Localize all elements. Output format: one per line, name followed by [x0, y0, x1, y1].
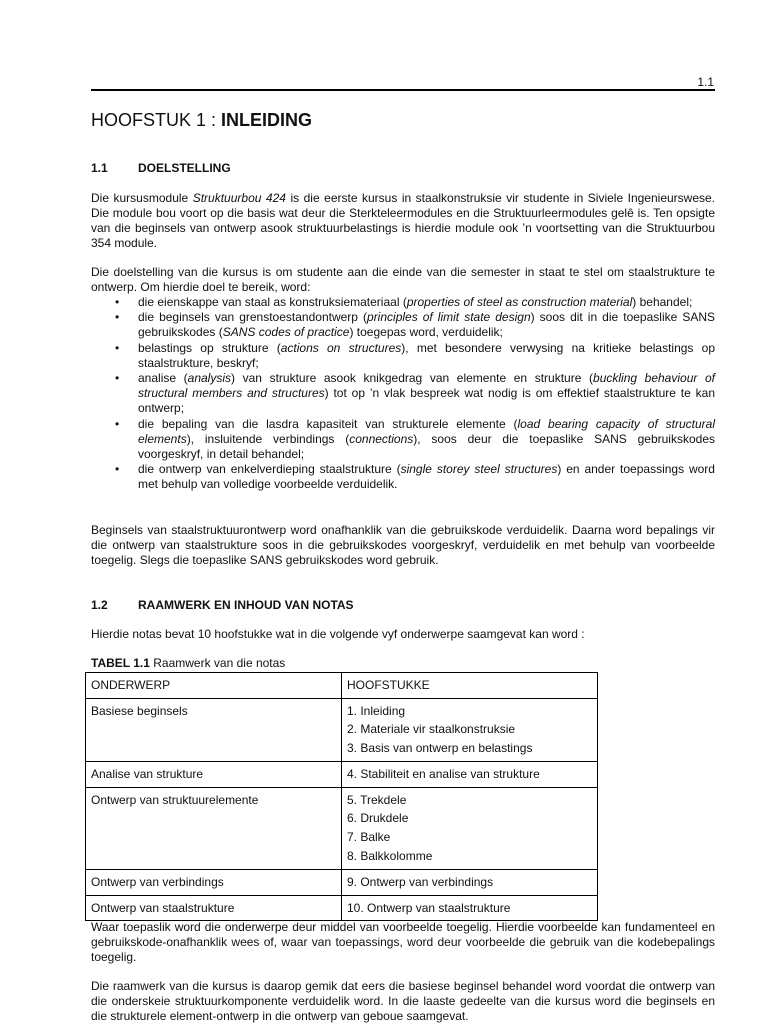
text-run: analise (	[138, 371, 188, 386]
page-number: 1.1	[697, 75, 714, 89]
table-cell-topic: Ontwerp van staalstrukture	[86, 895, 342, 921]
table-row	[86, 761, 598, 787]
list-item	[91, 341, 715, 371]
chapter-entry: 8. Balkkolomme	[347, 849, 433, 864]
chapter-entry: 1. Inleiding	[347, 703, 406, 718]
text-run: ), insluitende verbindings (	[186, 431, 350, 446]
table-row	[86, 787, 598, 869]
text-run-italic: connections	[349, 431, 414, 446]
text-run-italic: buckling behaviour of structural members and structures	[138, 371, 715, 401]
table-cell-topic: Analise van strukture	[86, 761, 342, 787]
table-header-cell: HOOFSTUKKE	[342, 673, 598, 699]
table-cell-topic: Ontwerp van verbindings	[86, 869, 342, 895]
table-cell-chapters	[342, 787, 598, 869]
chapters-intro-paragraph: Hierdie notas bevat 10 hoofstukke wat in die volgende vyf onderwerpe saamgevat kan word :	[91, 627, 585, 641]
list-item	[91, 462, 715, 492]
section-number: 1.1	[91, 161, 108, 175]
text-run: belastings op strukture (	[138, 340, 281, 355]
table-cell-chapters	[342, 761, 598, 787]
text-run-italic: principles of limit state design	[367, 310, 531, 325]
chapter-entry: 6. Drukdele	[347, 811, 409, 826]
table-cell-topic: Ontwerp van struktuurelemente	[86, 787, 342, 869]
section-heading-1-2	[91, 598, 354, 612]
chapter-entry: 10. Ontwerp van staalstrukture	[347, 900, 511, 915]
table-caption-label: TABEL 1.1	[91, 656, 150, 670]
chapter-entry: 3. Basis van ontwerp en belastings	[347, 741, 533, 756]
chapter-entry: 4. Stabiliteit en analise van strukture	[347, 766, 540, 781]
text-run-italic: SANS codes of practice	[222, 325, 350, 340]
list-item	[91, 310, 715, 340]
examples-paragraph: Waar toepaslik word die onderwerpe deur middel van voorbeelde toegelig. Hierdie voorbeelde kan fundamenteel en gebruikskode-onafhanklik wees of, waar van toepassings, word deur voorbeelde die gebruik van die kodebepalings toegelig.	[91, 920, 715, 964]
text-run: die bepaling van die lasdra kapasiteit van strukturele elemente (	[138, 416, 518, 431]
table-caption	[91, 656, 285, 670]
course-framework-paragraph: Die raamwerk van die kursus is daarop gemik dat eers die basiese beginsel behandel word voordat die ontwerp van die onderskeie struktuurkomponente verduidelik word. In die laaste gedeelte van die kursus word die beginsels en die strukturele element-ontwerp in die ontwerp van geboue saamgevat.	[91, 979, 715, 1023]
text-run: ) toegepas word, verduidelik;	[349, 325, 503, 340]
text-run: ) tot op ’n vlak bespreek wat nodig is om effektief staalstrukture te kan ontwerp;	[138, 386, 716, 416]
text-run: Die kursusmodule	[91, 191, 193, 205]
text-run: ), met besondere verwysing na kritieke belastings op staalstrukture, beskryf;	[138, 340, 716, 370]
text-run: is die eerste kursus in staalkonstruksie vir studente in Siviele Ingenieurswese. Die module bou voort op die basis wat deur die Sterkteleermodules en die Struktuurleermodules gelê is. Ten opsigte van die beginsels van ontwerp asook struktuurbelastings is hierdie module ook ’n voortsetting van die Struktuurbou 354 module.	[91, 191, 716, 250]
chapter-prefix: HOOFSTUK 1 :	[91, 110, 222, 130]
list-item	[91, 295, 715, 310]
goal-bullet-list	[91, 295, 715, 493]
table-cell-chapters	[342, 869, 598, 895]
table-cell-chapters	[342, 698, 598, 761]
bullet-icon: •	[115, 295, 120, 309]
table-header-cell: ONDERWERP	[86, 673, 342, 699]
list-item	[91, 417, 715, 463]
course-name: Struktuurbou 424	[192, 191, 286, 205]
section-heading-1-1	[91, 161, 231, 175]
table-row	[86, 869, 598, 895]
table-row	[86, 698, 598, 761]
table-cell-chapters	[342, 895, 598, 921]
text-run: ), soos deur die toepaslike SANS gebruikskodes voorgeskryf, in detail behandel;	[138, 431, 715, 462]
table-row	[86, 895, 598, 921]
bullet-icon: •	[115, 416, 120, 431]
chapter-entry: 2. Materiale vir staalkonstruksie	[347, 722, 516, 737]
chapter-heading	[91, 110, 312, 131]
text-run: die eienskappe van staal as konstruksiemateriaal (	[138, 295, 407, 309]
section-number: 1.2	[91, 598, 108, 612]
principles-paragraph: Beginsels van staalstruktuurontwerp word onafhanklik van die gebruikskode verduidelik. Daarna word bepalings vir die ontwerp van staalstrukture soos in die gebruikskodes voorgeskryf, verduidelik en met behulp van voorbeelde toegelig. Slegs die toepaslike SANS gebruikskodes word gebruik.	[91, 523, 715, 567]
header-rule	[91, 89, 715, 91]
framework-table	[85, 672, 598, 921]
text-run: ) van strukture asook knikgedrag van elemente en strukture (	[231, 371, 594, 386]
bullet-icon: •	[115, 340, 120, 355]
text-run-italic: single storey steel structures	[400, 462, 558, 477]
text-run: die beginsels van grenstoestandontwerp (	[138, 310, 368, 325]
chapter-entry: 5. Trekdele	[347, 792, 407, 807]
text-run-italic: properties of steel as construction material	[406, 295, 633, 309]
bullet-icon: •	[115, 462, 120, 477]
intro-paragraph	[91, 191, 715, 251]
text-run: die ontwerp van enkelverdieping staalstrukture (	[138, 462, 401, 477]
chapter-entry: 9. Ontwerp van verbindings	[347, 874, 494, 889]
text-run: ) en ander toepassings word met behulp van volledige voorbeelde verduidelik.	[138, 462, 715, 492]
text-run: ) soos dit in die toepaslike SANS gebruikskodes (	[138, 310, 716, 340]
list-item	[91, 371, 715, 417]
text-run: ) behandel;	[632, 295, 693, 309]
text-run-italic: load bearing capacity of structural elements	[138, 416, 715, 446]
table-header-row	[86, 673, 598, 699]
section-title: DOELSTELLING	[138, 161, 231, 175]
table-cell-topic: Basiese beginsels	[86, 698, 342, 761]
text-run-italic: analysis	[187, 371, 231, 386]
chapter-title: INLEIDING	[221, 110, 313, 130]
bullet-icon: •	[115, 310, 120, 325]
goal-paragraph: Die doelstelling van die kursus is om studente aan die einde van die semester in staat te stel om staalstrukture te ontwerp. Om hierdie doel te bereik, word:	[91, 265, 715, 294]
bullet-icon: •	[115, 371, 120, 386]
text-run-italic: actions on structures	[280, 340, 402, 355]
chapter-entry: 7. Balke	[347, 830, 391, 845]
table-caption-text: Raamwerk van die notas	[149, 656, 286, 670]
section-title: RAAMWERK EN INHOUD VAN NOTAS	[138, 598, 354, 612]
